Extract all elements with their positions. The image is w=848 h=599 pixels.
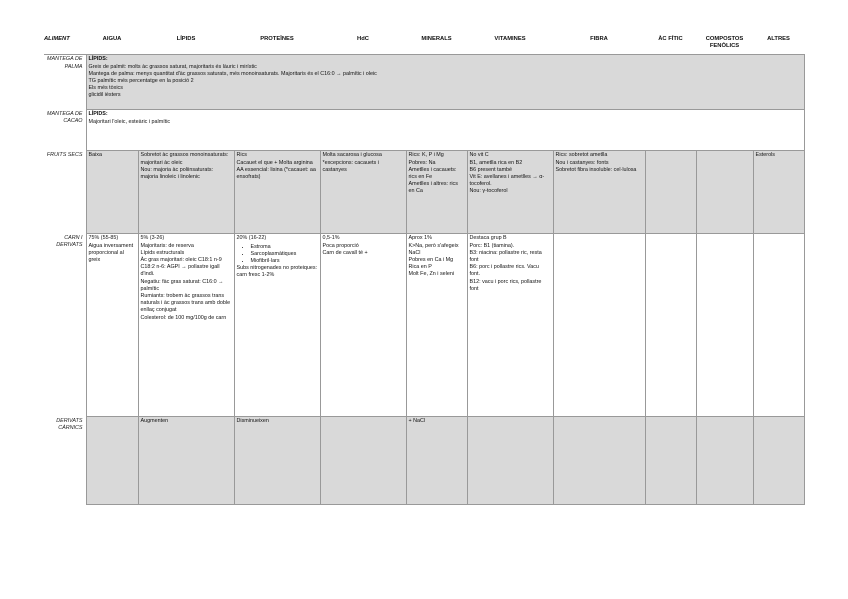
cell-text: 75% (55-85): [88, 235, 119, 242]
carn-fibra: [553, 234, 645, 417]
fruits-minerals: [406, 151, 467, 234]
cell-text: Àc gras majoritari: oleic C18:1 n-9: [140, 257, 222, 264]
fruits-hdc: [320, 151, 406, 234]
cell-text: Colesterol: de 100 mg/100g de carn: [140, 314, 227, 321]
cell-text: Aigua inversament proporcional al greix: [88, 242, 134, 264]
header-altres: ALTRES: [753, 32, 804, 55]
derivats-fenolics: [696, 417, 753, 505]
cell-text: Majoritaris: de reserva: [140, 242, 194, 249]
carn-minerals: [406, 234, 467, 417]
fruits-ac-fitic: [645, 151, 696, 234]
cell-text: Esterols: [755, 152, 775, 159]
carn-aigua: [86, 234, 138, 417]
palma-line: glicidil ièsters: [88, 92, 121, 99]
fruits-fenolics: [696, 151, 753, 234]
header-compostos-fenolics: COMPOSTOS FENÒLICS: [696, 32, 753, 55]
cell-text: Vit E: avellanes i ametlles → α-tocoferol.: [469, 174, 545, 188]
cell-text: Rics: K, P i Mg: [408, 152, 444, 159]
cell-text: Sobretot àc grassos monoinsaturats: majoritari àc oleic: [140, 152, 229, 166]
header-row: [44, 32, 804, 55]
row-label-fruits: FRUITS SECS: [44, 151, 86, 234]
fruits-vitamines: [467, 151, 553, 234]
row-mantega-palma: [44, 55, 804, 110]
derivats-hdc: [320, 417, 406, 505]
carn-ac-fitic: [645, 234, 696, 417]
cell-text: 5% (3-26): [140, 235, 165, 242]
derivats-aigua: [86, 417, 138, 505]
derivats-proteines: [234, 417, 320, 505]
nutrition-table: [44, 32, 805, 505]
header-aliment: ALIMENT: [44, 32, 86, 55]
carn-lipids: [138, 234, 234, 417]
cacao-line: Majoritari l'oleic, esteàric i palmític: [88, 118, 171, 125]
cell-text: Molta sacarosa i glucosa: [322, 152, 382, 159]
header-aigua: AIGUA: [86, 32, 138, 55]
cell-text: Lípids estructurals: [140, 249, 185, 256]
cell-text: Nou: majoria àc poliinsaturats: majoria linoleic i linolenic: [140, 166, 214, 181]
row-label-carn: CARN I DERIVATS: [44, 234, 86, 417]
cell-text: Disminueixen: [236, 418, 269, 425]
cell-text: Nou: γ-tocoferol: [469, 188, 508, 195]
carn-hdc: [320, 234, 406, 417]
cell-text: Rics: [236, 152, 247, 159]
protein-list: [251, 244, 318, 266]
palma-line: Els més tòxics: [88, 85, 123, 92]
derivats-fibra: [553, 417, 645, 505]
header-fibra: FIBRA: [553, 32, 645, 55]
palma-line: Greix de palmit: molts àc grassos saturat, majoritaris és làuric i mirístic: [88, 63, 257, 70]
fruits-aigua: [86, 151, 138, 234]
cell-text: Cacauet el que + Molta arginina: [236, 159, 313, 166]
list-item: • Sarcoplasmàtiques: [251, 251, 318, 258]
cell-text: Nou i castanyes: fonts: [555, 159, 609, 166]
row-label-palma: MANTEGA DE PALMA: [44, 55, 86, 110]
cell-text: Poca proporció: [322, 242, 359, 249]
carn-vitamines: [467, 234, 553, 417]
list-item: • Estroma: [251, 244, 318, 251]
row-label-derivats: DERIVATS CÀRNICS: [44, 417, 86, 505]
cell-text: Sobretot fibra insoluble: cel·lulosa: [555, 166, 637, 173]
cell-text: Pobres en Ca i Mg: [408, 257, 454, 264]
fruits-fibra: [553, 151, 645, 234]
derivats-altres: [753, 417, 804, 505]
cell-text: Rica en P: [408, 264, 432, 271]
cell-text: 0,5-1%: [322, 235, 340, 242]
header-hdc: HdC: [320, 32, 406, 55]
cell-text: B6: porc i pollastre rics. Vacu font.: [469, 264, 539, 278]
cell-text: Negatiu: fàc gras saturat: C16:0 → palmític: [140, 278, 224, 292]
carn-fenolics: [696, 234, 753, 417]
cell-text: *excepcions: cacauets i castanyes: [322, 159, 379, 173]
header-minerals: MINERALS: [406, 32, 467, 55]
palma-title: LÍPIDS:: [88, 56, 108, 63]
derivats-minerals: [406, 417, 467, 505]
derivats-ac-fitic: [645, 417, 696, 505]
cell-text: Rics: sobretot ametlla: [555, 152, 608, 159]
header-lipids: LÍPIDS: [138, 32, 234, 55]
cell-text: B3: niacina: pollastre ric, resta font: [469, 249, 542, 264]
cell-text: Aprox 1%: [408, 235, 432, 242]
carn-proteines: [234, 234, 320, 417]
row-carn-derivats: [44, 234, 804, 417]
cell-palma-lipids: [86, 55, 804, 110]
row-mantega-cacao: [44, 110, 804, 151]
carn-altres: [753, 234, 804, 417]
cacao-title: LÍPIDS:: [88, 111, 108, 118]
row-derivats-carnics: [44, 417, 804, 505]
cell-text: B6 present també: [469, 166, 513, 173]
cell-text: B12: vacu i porc rics, pollastre font: [469, 278, 542, 292]
header-vitamines: VITAMINES: [467, 32, 553, 55]
cell-text: Ametlles i altres: rics en Ca: [408, 181, 458, 195]
cell-cacao-lipids: [86, 110, 804, 151]
cell-text: Ametlles i cacauets: rics en Fe: [408, 166, 457, 181]
cell-text: + NaCl: [408, 418, 426, 425]
cell-text: C18:2 n-6: AGPI → pollastre igall d'indi.: [140, 264, 220, 278]
cell-text: B1, ametlla rica en B2: [469, 159, 523, 166]
fruits-altres: [753, 151, 804, 234]
cell-text: AA essencial: lisina (*cacauet: aa ensofrats): [236, 166, 316, 181]
cell-text: Subs nitrogenades no proteiques: carn fresc 1-2%: [236, 265, 318, 279]
palma-line: TG palmític més percentatge en la posició 2: [88, 78, 194, 85]
derivats-vitamines: [467, 417, 553, 505]
cell-text: Pobres: Na: [408, 159, 436, 166]
row-label-cacao: MANTEGA DE CACAO: [44, 110, 86, 151]
cell-text: Porc: B1 (tiamina).: [469, 242, 515, 249]
cell-text: 20% (16-22): [236, 235, 267, 242]
cell-text: K>Na, però s'afegeix NaCl: [408, 242, 459, 256]
list-item: • Miofibril·lars: [251, 258, 318, 265]
row-fruits-secs: [44, 151, 804, 234]
derivats-lipids: [138, 417, 234, 505]
header-ac-fitic: ÀC FÍTIC: [645, 32, 696, 55]
palma-line: Mantega de palma: menys quantitat d'àc grassos saturats, més monoinsaturats. Majoritaris és el C16:0 → palmític i oleic: [88, 70, 377, 77]
cell-text: Molt Fe, Zn i seleni: [408, 271, 455, 278]
fruits-proteines: [234, 151, 320, 234]
cell-text: Destaca grup B: [469, 235, 507, 242]
cell-text: No vit C: [469, 152, 489, 159]
cell-text: Carn de cavall té +: [322, 249, 368, 256]
cell-text: Augmenten: [140, 418, 169, 425]
cell-text: Baixa: [88, 152, 102, 159]
fruits-lipids: [138, 151, 234, 234]
cell-text: Rumiants: trobem àc grassos trans naturals i àc grassos trans amb doble enllaç conjugat: [140, 293, 231, 314]
header-proteines: PROTEÏNES: [234, 32, 320, 55]
